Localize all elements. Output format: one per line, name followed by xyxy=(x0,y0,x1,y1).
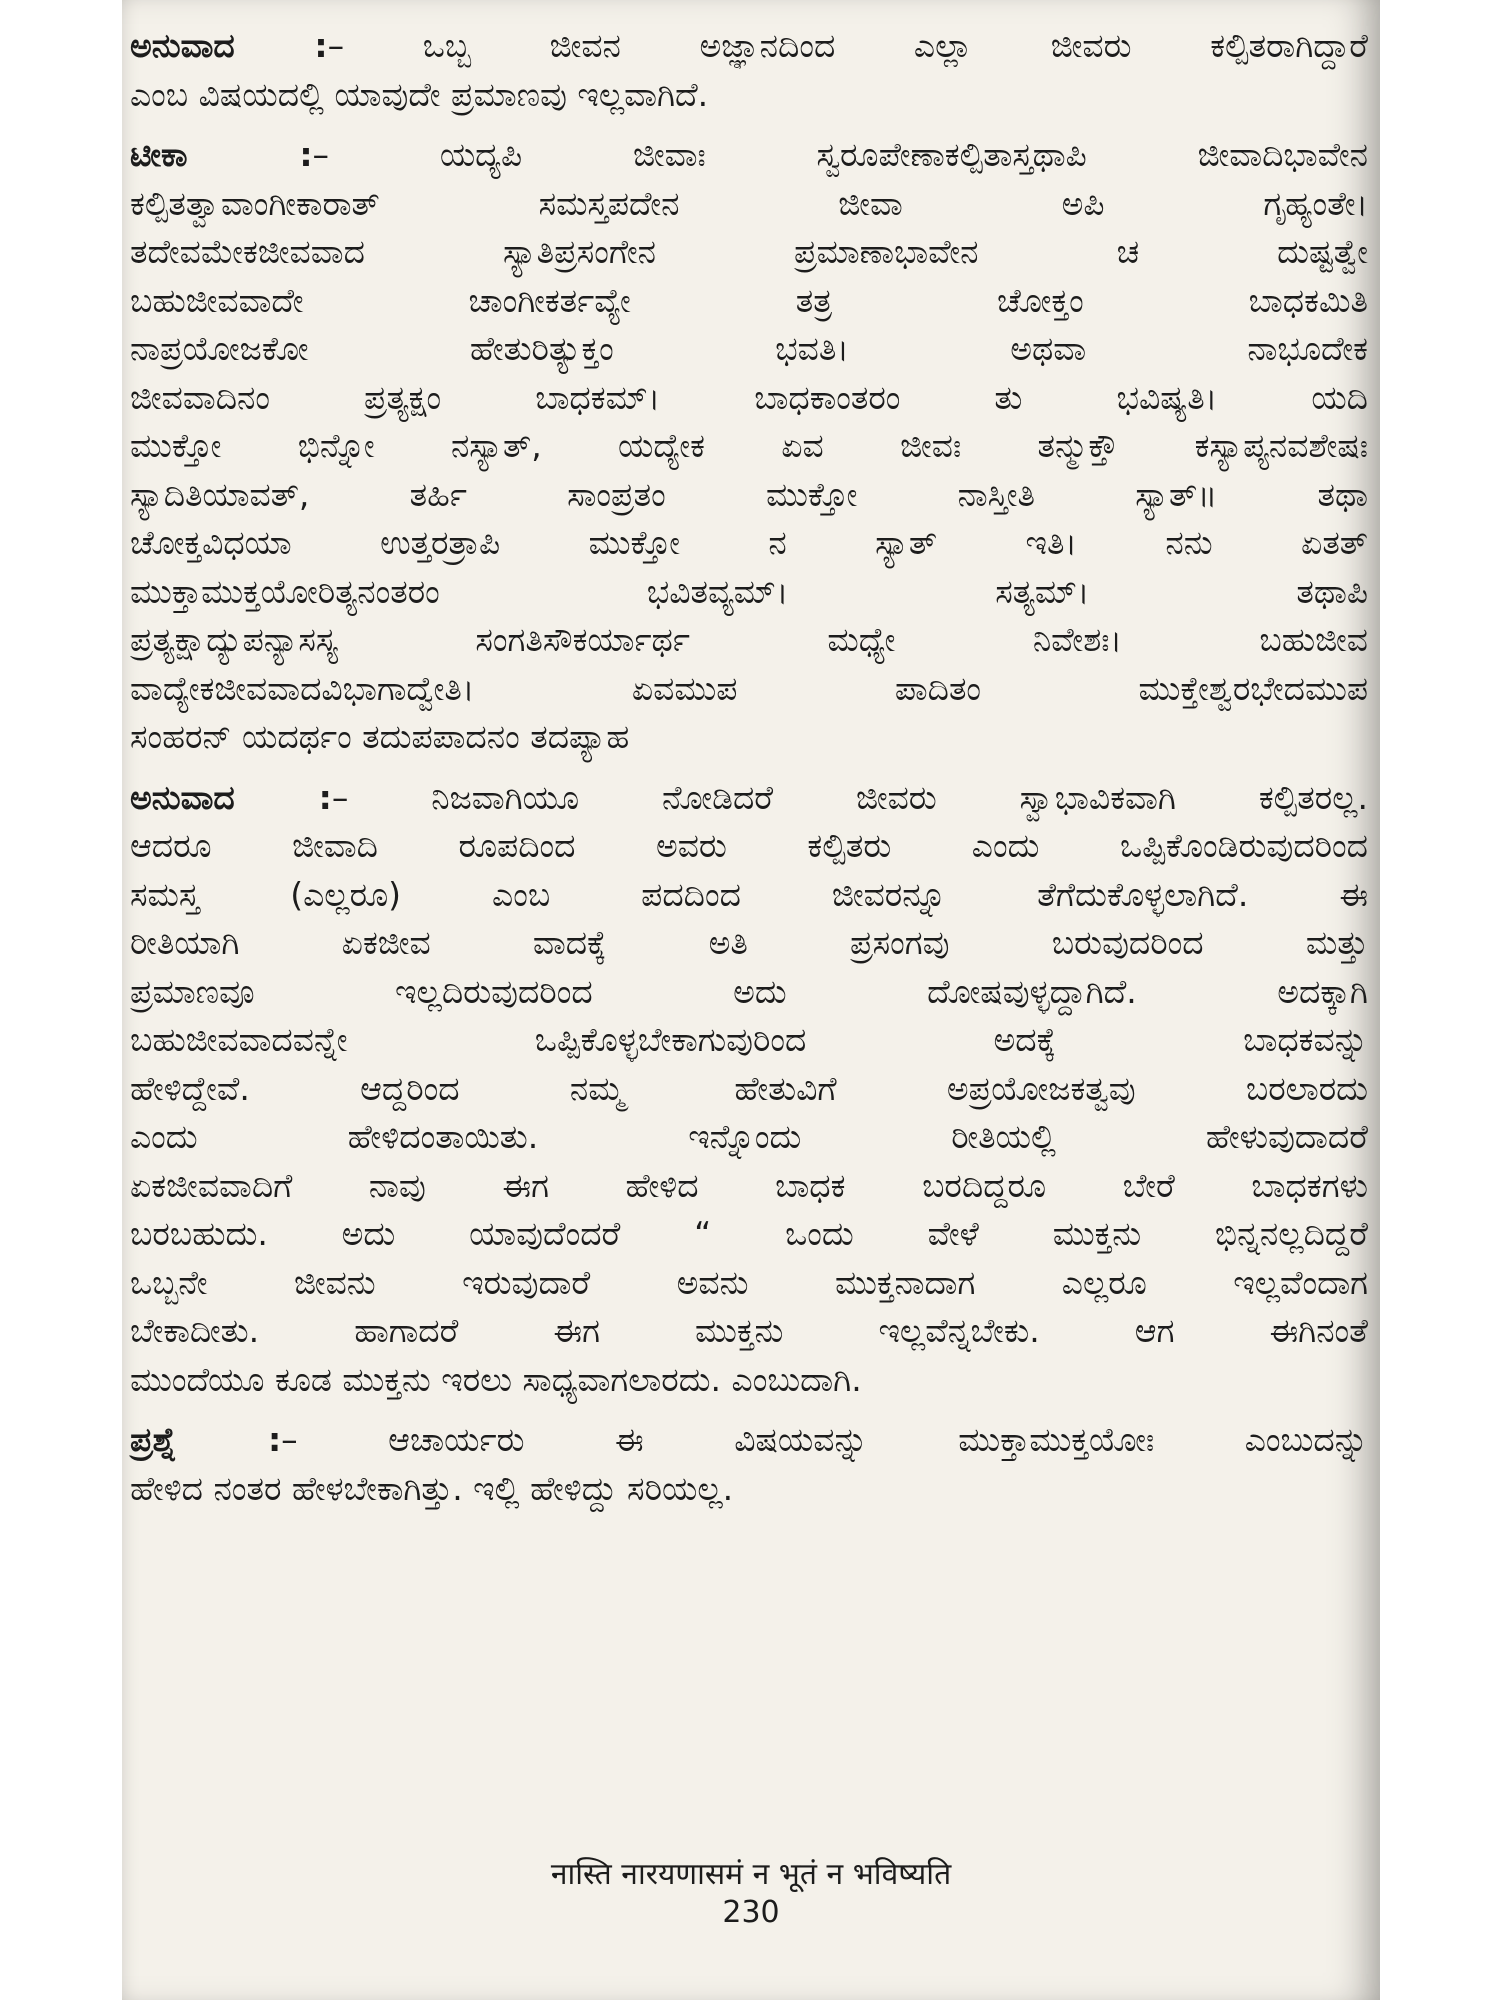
text-line xyxy=(130,968,1368,1017)
line-text: ಸಂಹರನ್ ಯದರ್ಥಂ ತದುಪಪಾದನಂ ತದಪ್ಯಾಹ xyxy=(130,717,630,756)
text-line xyxy=(130,871,1368,920)
text-line xyxy=(130,665,1368,714)
text-line xyxy=(130,568,1368,617)
text-line xyxy=(130,471,1368,520)
text-line xyxy=(130,277,1368,326)
paragraph xyxy=(130,22,1368,119)
page-number: 230 xyxy=(722,1895,780,1930)
line-text: ಕಲ್ಪಿತತ್ವಾವಾಂಗೀಕಾರಾತ್ ಸಮಸ್ತಪದೇನ ಜೀವಾ ಅಪಿ ಗೃಹ್ಯಂತೇ। xyxy=(130,183,1368,223)
text-line xyxy=(130,1259,1368,1308)
line-text: ಒಬ್ಬನೇ ಜೀವನು ಇರುವುದಾರೆ ಅವನು ಮುಕ್ತನಾದಾಗ ಎಲ್ಲರೂ ಇಲ್ಲವೆಂದಾಗ xyxy=(130,1262,1368,1302)
text-line xyxy=(130,71,1368,120)
book-page xyxy=(122,0,1380,2000)
line-text: – ಯದ್ಯಪಿ ಜೀವಾಃ ಸ್ವರೂಪೇಣಾಕಲ್ಪಿತಾಸ್ತಥಾಪಿ ಜೀವಾದಿಭಾವೇನ xyxy=(312,135,1368,174)
line-text: ಚೋಕ್ತವಿಧಯಾ ಉತ್ತರತ್ರಾಪಿ ಮುಕ್ತೋ ನ ಸ್ಯಾತ್ ಇತಿ। ನನು ಏತತ್ xyxy=(130,523,1368,562)
line-text: – ಆಚಾರ್ಯರು ಈ ವಿಷಯವನ್ನು ಮುಕ್ತಾಮುಕ್ತಯೋಃ ಎಂಬುದನ್ನು xyxy=(281,1420,1368,1459)
text-line xyxy=(130,1210,1368,1259)
text-line xyxy=(130,1162,1368,1211)
text-line xyxy=(130,1065,1368,1114)
line-text: ಬೇಕಾದೀತು. ಹಾಗಾದರೆ ಈಗ ಮುಕ್ತನು ಇಲ್ಲವೆನ್ನಬೇಕು. ಆಗ ಈಗಿನಂತೆ xyxy=(130,1311,1368,1350)
text-line xyxy=(130,1113,1368,1162)
line-text: ಮುಕ್ತಾಮುಕ್ತಯೋರಿತ್ಯನಂತರಂ ಭವಿತವ್ಯಮ್। ಸತ್ಯಮ್। ತಥಾಪಿ xyxy=(130,571,1368,611)
text-line xyxy=(130,822,1368,871)
text-line xyxy=(130,1307,1368,1356)
paragraph-label: ಅನುವಾದ : xyxy=(130,777,332,817)
line-text: ಹೇಳಿದ್ದೇವೆ. ಆದ್ದರಿಂದ ನಮ್ಮ ಹೇತುವಿಗೆ ಅಪ್ರಯೋಜಕತ್ವವು ಬರಲಾರದು xyxy=(130,1068,1368,1108)
text-line xyxy=(130,616,1368,665)
paragraph-label: ಅನುವಾದ : xyxy=(130,26,328,65)
text-line xyxy=(130,713,1368,762)
line-text: ರೀತಿಯಾಗಿ ಏಕಜೀವ ವಾದಕ್ಕೆ ಅತಿ ಪ್ರಸಂಗವು ಬರುವುದರಿಂದ ಮತ್ತು xyxy=(130,923,1368,962)
text-line xyxy=(130,325,1368,374)
page-body xyxy=(130,22,1368,1525)
text-line xyxy=(130,1356,1368,1405)
paragraph-label: ಟೀಕಾ : xyxy=(130,135,313,174)
line-text: ಬಹುಜೀವವಾದೇ ಚಾಂಗೀಕರ್ತವ್ಯೇ ತತ್ರ ಚೋಕ್ತಂ ಬಾಧಕಮಿತಿ xyxy=(130,280,1368,320)
text-line xyxy=(130,1416,1368,1465)
line-text: ಪ್ರಮಾಣವೂ ಇಲ್ಲದಿರುವುದರಿಂದ ಅದು ದೋಷವುಳ್ಳದ್ದಾಗಿದೆ. ಅದಕ್ಕಾಗಿ xyxy=(130,971,1368,1011)
line-text: – ಒಬ್ಬ ಜೀವನ ಅಜ್ಞಾನದಿಂದ ಎಲ್ಲಾ ಜೀವರು ಕಲ್ಪಿತರಾಗಿದ್ದಾರೆ xyxy=(327,26,1368,65)
paragraph xyxy=(130,131,1368,762)
paragraph-label: ಪ್ರಶ್ನೆ : xyxy=(130,1420,282,1459)
line-text: – ನಿಜವಾಗಿಯೂ ನೋಡಿದರೆ ಜೀವರು ಸ್ವಾಭಾವಿಕವಾಗಿ ಕಲ್ಪಿತರಲ್ಲ. xyxy=(331,777,1368,817)
text-line xyxy=(130,374,1368,423)
text-line xyxy=(130,228,1368,277)
line-text: ಸಮಸ್ತ (ಎಲ್ಲರೂ) ಎಂಬ ಪದದಿಂದ ಜೀವರನ್ನೂ ತೆಗೆದುಕೊಳ್ಳಲಾಗಿದೆ. ಈ xyxy=(130,874,1368,914)
line-text: ತದೇವಮೇಕಜೀವವಾದ ಸ್ಯಾತಿಪ್ರಸಂಗೇನ ಪ್ರಮಾಣಾಭಾವೇನ ಚ ದುಷ್ಟತ್ವೇ xyxy=(130,232,1368,271)
paragraph xyxy=(130,1416,1368,1513)
line-text: ಪ್ರತ್ಯಕ್ಷಾದ್ಯುಪನ್ಯಾಸಸ್ಯ ಸಂಗತಿಸೌಕರ್ಯಾರ್ಥ ಮಧ್ಯೇ ನಿವೇಶಃ। ಬಹುಜೀವ xyxy=(130,620,1368,659)
line-text: ಬಹುಜೀವವಾದವನ್ನೇ ಒಪ್ಪಿಕೊಳ್ಳಬೇಕಾಗುವುರಿಂದ ಅದಕ್ಕೆ ಬಾಧಕವನ್ನು xyxy=(130,1020,1368,1059)
line-text: ಹೇಳಿದ ನಂತರ ಹೇಳಬೇಕಾಗಿತ್ತು. ಇಲ್ಲಿ ಹೇಳಿದ್ದು ಸರಿಯಲ್ಲ. xyxy=(130,1468,734,1508)
line-text: ವಾದ್ಯೇಕಜೀವವಾದವಿಭಾಗಾದ್ವೇತಿ। ಏವಮುಪ ಪಾದಿತಂ ಮುಕ್ತೇಶ್ವರಭೇದಮುಪ xyxy=(130,668,1368,708)
line-text: ಜೀವವಾದಿನಂ ಪ್ರತ್ಯಕ್ಷಂ ಬಾಧಕಮ್। ಬಾಧಕಾಂತರಂ ತು ಭವಿಷ್ಯತಿ। ಯದಿ xyxy=(130,377,1368,417)
paragraph xyxy=(130,774,1368,1405)
text-line xyxy=(130,131,1368,180)
text-line xyxy=(130,774,1368,823)
footer-motto: नास्ति नारयणासमं न भूतं न भविष्यति xyxy=(550,1857,952,1892)
text-line xyxy=(130,22,1368,71)
text-line xyxy=(130,1016,1368,1065)
line-text: ನಾಪ್ರಯೋಜಕೋ ಹೇತುರಿತ್ಯುಕ್ತಂ ಭವತಿ। ಅಥವಾ ನಾಭೂದೇಕ xyxy=(130,329,1368,368)
line-text: ಬರಬಹುದು. ಅದು ಯಾವುದೆಂದರೆ “ ಒಂದು ವೇಳೆ ಮುಕ್ತನು ಭಿನ್ನನಲ್ಲದಿದ್ದರೆ xyxy=(130,1214,1368,1253)
line-text: ಮುಂದೆಯೂ ಕೂಡ ಮುಕ್ತನು ಇರಲು ಸಾಧ್ಯವಾಗಲಾರದು. ಎಂಬುದಾಗಿ. xyxy=(130,1359,862,1399)
text-line xyxy=(130,919,1368,968)
line-text: ಸ್ಯಾದಿತಿಯಾವತ್, ತರ್ಹಿ ಸಾಂಪ್ರತಂ ಮುಕ್ತೋ ನಾಸ್ತೀತಿ ಸ್ಯಾತ್॥ ತಥಾ xyxy=(130,474,1368,514)
text-line xyxy=(130,1465,1368,1514)
text-line xyxy=(130,180,1368,229)
line-text: ಆದರೂ ಜೀವಾದಿ ರೂಪದಿಂದ ಅವರು ಕಲ್ಪಿತರು ಎಂದು ಒಪ್ಪಿಕೊಂಡಿರುವುದರಿಂದ xyxy=(130,826,1368,865)
text-line xyxy=(130,422,1368,471)
line-text: ಮುಕ್ತೋ ಭಿನ್ನೋ ನಸ್ಯಾತ್, ಯದ್ಯೇಕ ಏವ ಜೀವಃ ತನ್ಮುಕ್ತೌ ಕಸ್ಯಾಪ್ಯನವಶೇಷಃ xyxy=(130,426,1368,465)
line-text: ಎಂದು ಹೇಳಿದಂತಾಯಿತು. ಇನ್ನೊಂದು ರೀತಿಯಲ್ಲಿ ಹೇಳುವುದಾದರೆ xyxy=(130,1117,1368,1156)
text-line xyxy=(130,519,1368,568)
line-text: ಏಕಜೀವವಾದಿಗೆ ನಾವು ಈಗ ಹೇಳಿದ ಬಾಧಕ ಬರದಿದ್ದರೂ ಬೇರೆ ಬಾಧಕಗಳು xyxy=(130,1165,1368,1205)
line-text: ಎಂಬ ವಿಷಯದಲ್ಲಿ ಯಾವುದೇ ಪ್ರಮಾಣವು ಇಲ್ಲವಾಗಿದೆ. xyxy=(130,74,709,114)
